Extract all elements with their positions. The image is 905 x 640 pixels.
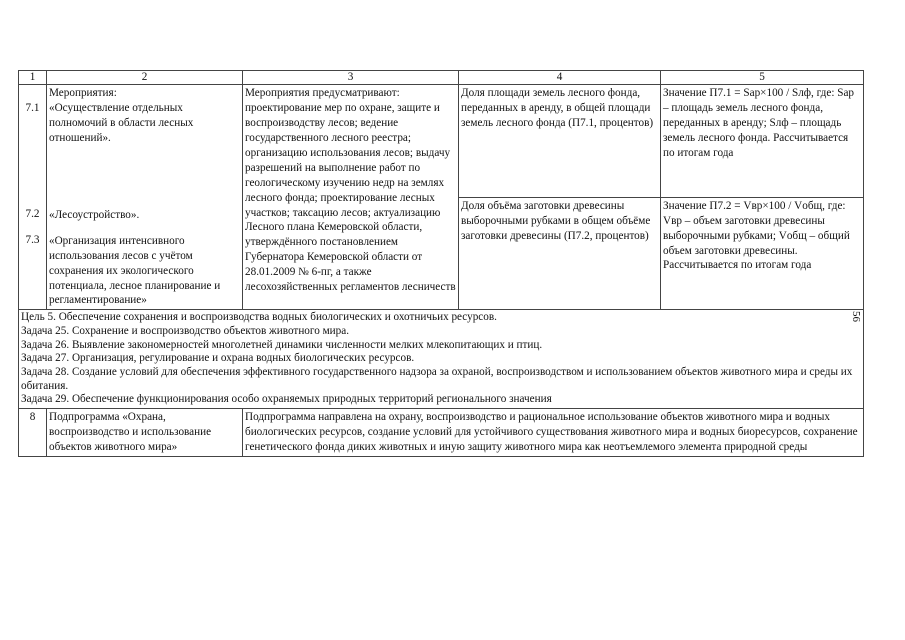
task-text: Задача 26. Выявление закономерностей многолетней динамики численности мелких млекопитающих и птиц. [21,338,543,351]
page-number: 56 [850,311,862,322]
item-number: 8 [19,408,47,456]
measure-text: «Организация интенсивного использования лесов с учётом сохранения их экологического потенциала, лесное планирование и регламентирование» [49,234,221,307]
task-text: Задача 25. Сохранение и воспроизводство объектов животного мира. [21,325,350,337]
task-text: Задача 28. Создание условий для обеспечения эффективного государственного надзора за охраной, воспроизводством и использованием объектов животного мира и среды их обитания. [21,365,853,392]
calculation-cell: Значение П7.2 = Vвр×100 / Vобщ, где: Vвр – объем заготовки древесины выборочными рубками; Vобщ – общий объем заготовки древесины. Рассчитывается по итогам года [661,197,864,309]
subprogram-description: Подпрограмма направлена на охрану, воспроизводство и рациональное использование объектов животного мира и водных биологических ресурсов, создание условий для устойчивого существования животного мира и водных биоресурсов, сохранение генетического фонда диких животных и иную защиту животного мира как неотъемлемого элемента природной среды [243,408,864,456]
item-number: 7.3 [25,234,40,247]
task-text: Задача 29. Обеспечение функционирования особо охраняемых природных территорий регионального значения [21,393,552,406]
subprogram-name: Подпрограмма «Охрана, воспроизводство и использование объектов животного мира» [47,408,243,456]
table-row [19,408,864,456]
program-table [18,70,864,457]
measure-text: «Осуществление отдельных полномочий в области лесных отношений». [49,102,194,145]
header-cell: 3 [243,71,459,85]
header-cell: 5 [661,71,864,85]
indicator-cell: Доля площади земель лесного фонда, переданных в аренду, в общей площади земель лесного фонда (П7.1, процентов) [459,85,661,197]
measure-description-cell: Мероприятия предусматривают: проектирование мер по охране, защите и воспроизводству лесов; ведение государственного лесного реестра; организацию использования лесов; выдачу разрешений на выполнение работ по геологическому изучению недр на землях лесного фонда; проектирование лесных участков; таксацию лесов; актуализацию Лесного плана Кемеровской области, утверждённого постановлением Губернатора Кемеровской области от 28.01.2009 № 6-пг, а также лесохозяйственных регламентов лесничеств [243,85,459,310]
table-row [19,85,864,197]
indicator-cell: Доля объёма заготовки древесины выборочными рубками в общем объёме заготовки древесины (П7.2, процентов) [459,197,661,309]
item-number-cell [19,85,47,310]
task-text: Задача 27. Организация, регулирование и охрана водных биологических ресурсов. [21,352,415,365]
header-cell: 4 [459,71,661,85]
measure-intro: Мероприятия: [49,87,117,100]
goals-row [19,310,864,409]
header-cell: 2 [47,71,243,85]
item-number: 7.1 [25,102,40,115]
item-number: 7.2 [25,208,40,221]
goals-cell [19,310,864,409]
header-cell: 1 [19,71,47,85]
calculation-cell: Значение П7.1 = Sар×100 / Sлф, где: Sар – площадь земель лесного фонда, переданных в аренду; Sлф – площадь земель лесного фонда. Рассчитывается по итогам года [661,85,864,197]
measure-text: «Лесоустройство». [49,209,140,221]
goal-text: Цель 5. Обеспечение сохранения и воспроизводства водных биологических и охотничьих ресурсов. [21,311,497,324]
measure-name-cell [47,85,243,310]
header-row [19,71,864,85]
